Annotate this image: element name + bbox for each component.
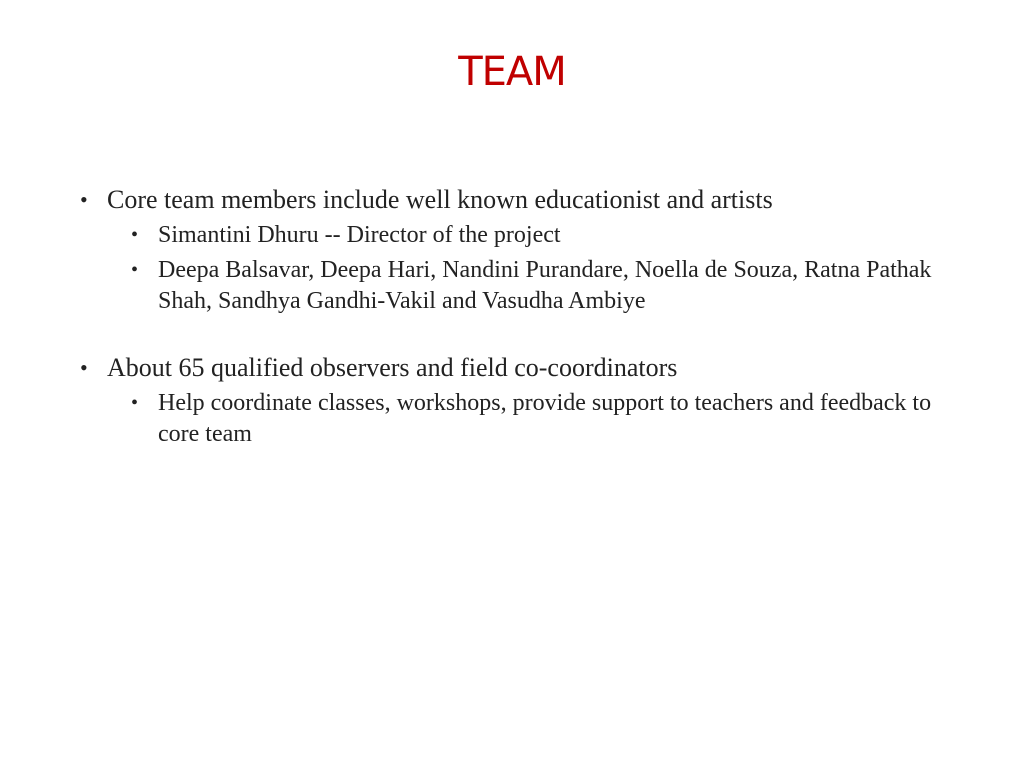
sub-bullet-text: Help coordinate classes, workshops, provide support to teachers and feedback to core team [158, 390, 932, 447]
bullet-item-observers [80, 352, 960, 450]
sub-list [131, 220, 960, 317]
bullet-text: Core team members include well known educationist and artists [107, 185, 773, 214]
slide-title: TEAM [458, 49, 566, 95]
slide-content [80, 184, 960, 450]
bullet-icon: • [131, 259, 139, 281]
bullet-icon: • [131, 392, 139, 414]
sub-bullet-item-members [131, 255, 960, 317]
sub-bullet-item-help [131, 388, 960, 450]
bullet-icon: • [80, 187, 88, 212]
bullet-item-core-team [80, 184, 960, 317]
sub-bullet-item-director [131, 220, 960, 251]
sub-list [131, 388, 960, 450]
sub-bullet-text: Deepa Balsavar, Deepa Hari, Nandini Purandare, Noella de Souza, Ratna Pathak Shah, Sandhya Gandhi-Vakil and Vasudha Ambiye [158, 257, 932, 314]
bullet-icon: • [80, 355, 88, 380]
bullet-icon: • [131, 224, 139, 246]
bullet-text: About 65 qualified observers and field co-coordinators [107, 353, 678, 382]
sub-bullet-text: Simantini Dhuru -- Director of the project [158, 222, 561, 248]
